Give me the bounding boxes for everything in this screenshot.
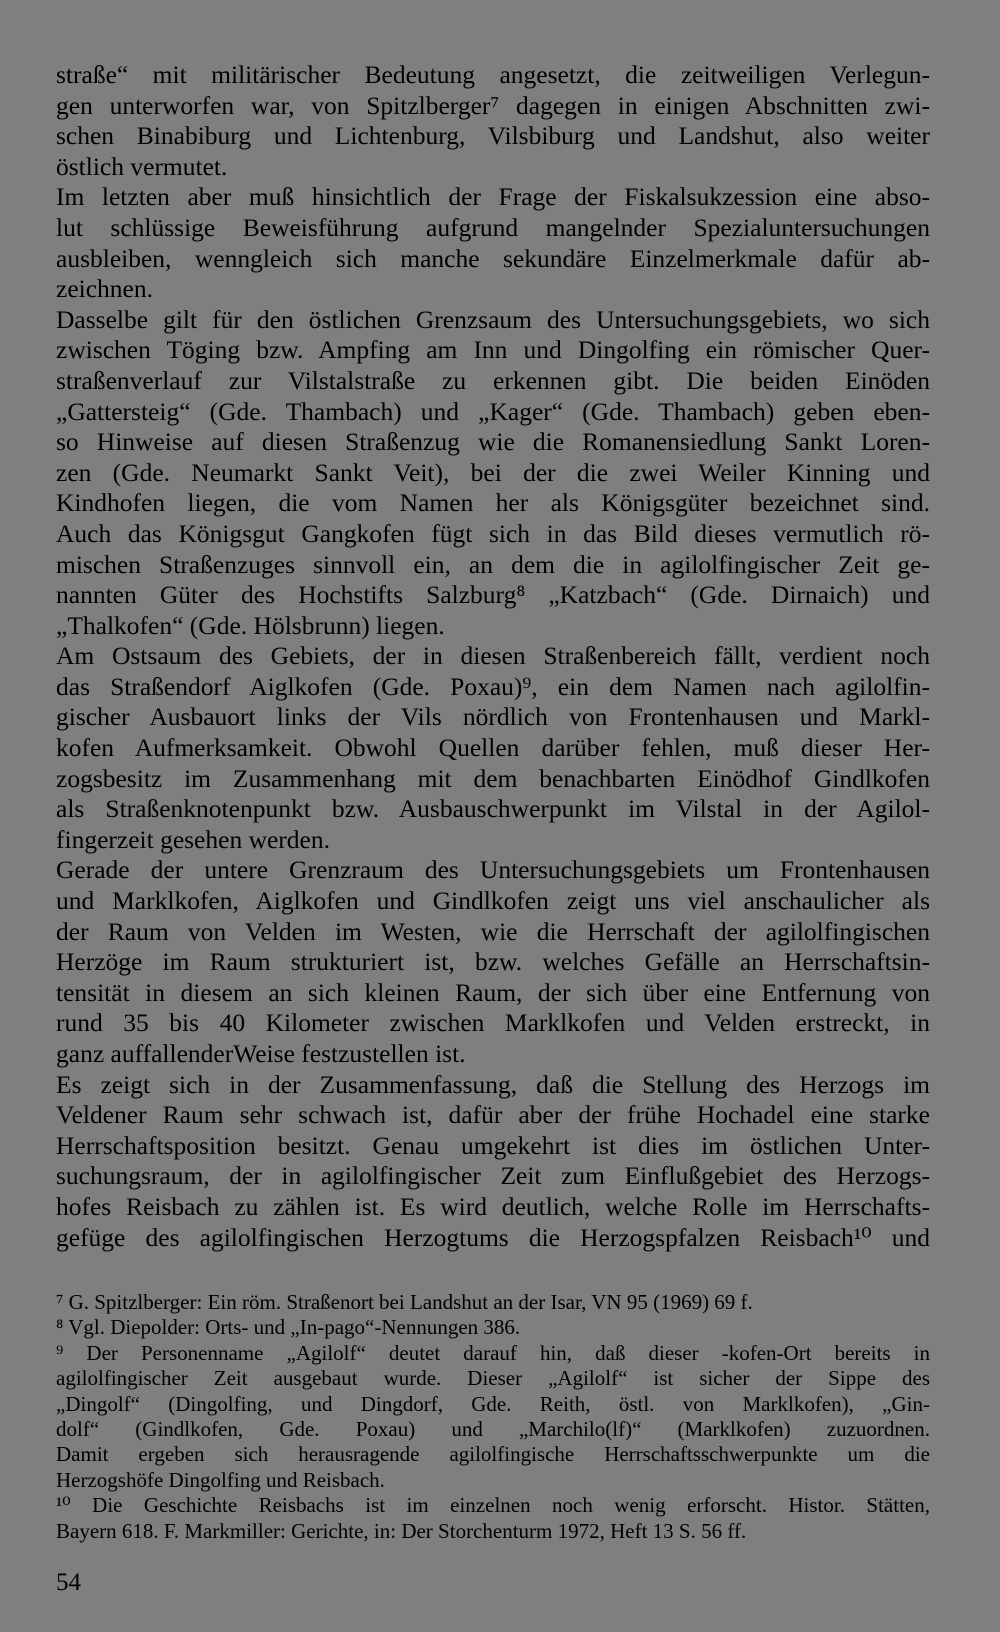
text-line: gefüge des agilolfingischen Herzogtums die Herzogspfalzen Reisbach¹⁰ und: [56, 1222, 930, 1252]
text-line: Kindhofen liegen, die vom Namen her als Königsgüter bezeichnet sind.: [56, 488, 930, 518]
footnote-line: Damit ergeben sich herausragende agilolfingische Herrschaftsschwerpunkte um die: [56, 1442, 930, 1467]
text-line: Es zeigt sich in der Zusammenfassung, daß die Stellung des Herzogs im: [56, 1069, 930, 1099]
text-line: mischen Straßenzuges sinnvoll ein, an dem die in agilolfingischer Zeit ge-: [56, 549, 930, 579]
text-line: Auch das Königsgut Gangkofen fügt sich in das Bild dieses vermutlich rö-: [56, 518, 930, 548]
text-line: suchungsraum, der in agilolfingischer Zeit zum Einflußgebiet des Herzogs-: [56, 1161, 930, 1191]
text-line: Im letzten aber muß hinsichtlich der Frage der Fiskalsukzession eine abso-: [56, 182, 930, 212]
footnote-line: ⁸ Vgl. Diepolder: Orts- und „In-pago“-Nennungen 386.: [56, 1315, 521, 1340]
text-line: straßenverlauf zur Vilstalstraße zu erkennen gibt. Die beiden Einöden: [56, 365, 930, 395]
footnote-line: dolf“ (Gindlkofen, Gde. Poxau) und „Marchilo(lf)“ (Marklkofen) zuzuordnen.: [56, 1416, 930, 1441]
footnote-line: „Dingolf“ (Dingolfing, und Dingdorf, Gde. Reith, östl. von Marklkofen), „Gin-: [56, 1391, 930, 1416]
text-line: zwischen Töging bzw. Ampfing am Inn und Dingolfing ein römischer Quer-: [56, 335, 930, 365]
body-text: [56, 60, 930, 1253]
text-line: als Straßenknotenpunkt bzw. Ausbauschwerpunkt im Vilstal in der Agilol-: [56, 794, 930, 824]
footnote-line: Bayern 618. F. Markmiller: Gerichte, in: Der Storchenturm 1972, Heft 13 S. 56 ff.: [56, 1518, 747, 1543]
footnote-line: agilolfingischer Zeit ausgebaut wurde. Dieser „Agilolf“ ist sicher der Sippe des: [56, 1366, 930, 1391]
footnote-line: ⁷ G. Spitzlberger: Ein röm. Straßenort bei Landshut an der Isar, VN 95 (1969) 69 f.: [56, 1290, 753, 1314]
text-line: zen (Gde. Neumarkt Sankt Veit), bei der die zwei Weiler Kinning und: [56, 457, 930, 487]
text-line: „Gattersteig“ (Gde. Thambach) und „Kager“ (Gde. Thambach) geben eben-: [56, 396, 930, 426]
text-line: Veldener Raum sehr schwach ist, dafür aber der frühe Hochadel eine starke: [56, 1100, 930, 1130]
text-line: gen unterworfen war, von Spitzlberger⁷ dagegen in einigen Abschnitten zwi-: [56, 90, 930, 120]
text-line: rund 35 bis 40 Kilometer zwischen Marklkofen und Velden erstreckt, in: [56, 1008, 930, 1038]
text-line: tensität in diesem an sich kleinen Raum, der sich über eine Entfernung von: [56, 977, 930, 1007]
text-line: fingerzeit gesehen werden.: [56, 824, 330, 854]
text-line: nannten Güter des Hochstifts Salzburg⁸ „Katzbach“ (Gde. Dirnaich) und: [56, 580, 930, 610]
text-line: Am Ostsaum des Gebiets, der in diesen Straßenbereich fällt, verdient noch: [56, 641, 930, 671]
text-line: hofes Reisbach zu zählen ist. Es wird deutlich, welche Rolle im Herrschafts-: [56, 1191, 930, 1221]
footnote-line: Herzogshöfe Dingolfing und Reisbach.: [56, 1467, 385, 1492]
text-line: Dasselbe gilt für den östlichen Grenzsaum des Untersuchungsgebiets, wo sich: [56, 304, 930, 334]
footnote-line: ⁹ Der Personenname „Agilolf“ deutet darauf hin, daß dieser -kofen-Ort bereits in: [56, 1340, 930, 1365]
text-line: Gerade der untere Grenzraum des Untersuchungsgebiets um Frontenhausen: [56, 855, 930, 885]
text-line: östlich vermutet.: [56, 151, 228, 181]
text-line: und Marklkofen, Aiglkofen und Gindlkofen zeigt uns viel anschaulicher als: [56, 886, 930, 916]
text-line: „Thalkofen“ (Gde. Hölsbrunn) liegen.: [56, 610, 445, 640]
text-line: ausbleiben, wenngleich sich manche sekundäre Einzelmerkmale dafür ab-: [56, 243, 930, 273]
text-line: Herrschaftsposition besitzt. Genau umgekehrt ist dies im östlichen Unter-: [56, 1130, 930, 1160]
text-line: kofen Aufmerksamkeit. Obwohl Quellen darüber fehlen, muß dieser Her-: [56, 733, 930, 763]
text-line: zogsbesitz im Zusammenhang mit dem benachbarten Einödhof Gindlkofen: [56, 763, 930, 793]
page-number: 54: [56, 1569, 81, 1596]
text-line: der Raum von Velden im Westen, wie die Herrschaft der agilolfingischen: [56, 916, 930, 946]
text-line: straße“ mit militärischer Bedeutung angesetzt, die zeitweiligen Verlegun-: [56, 60, 930, 89]
text-line: gischer Ausbauort links der Vils nördlich von Frontenhausen und Markl-: [56, 702, 930, 732]
text-line: schen Binabiburg und Lichtenburg, Vilsbiburg und Landshut, also weiter: [56, 121, 930, 151]
text-line: Herzöge im Raum strukturiert ist, bzw. welches Gefälle an Herrschaftsin-: [56, 947, 930, 977]
text-line: das Straßendorf Aiglkofen (Gde. Poxau)⁹, ein dem Namen nach agilolfin-: [56, 671, 930, 701]
footnote-line: ¹⁰ Die Geschichte Reisbachs ist im einzelnen noch wenig erforscht. Histor. Stätten,: [56, 1493, 930, 1518]
text-line: ganz auffallenderWeise festzustellen ist.: [56, 1039, 466, 1068]
text-line: zeichnen.: [56, 274, 153, 304]
text-line: so Hinweise auf diesen Straßenzug wie die Romanensiedlung Sankt Loren-: [56, 427, 930, 457]
text-line: lut schlüssige Beweisführung aufgrund mangelnder Spezialuntersuchungen: [56, 212, 930, 242]
footnotes: [56, 1290, 930, 1544]
